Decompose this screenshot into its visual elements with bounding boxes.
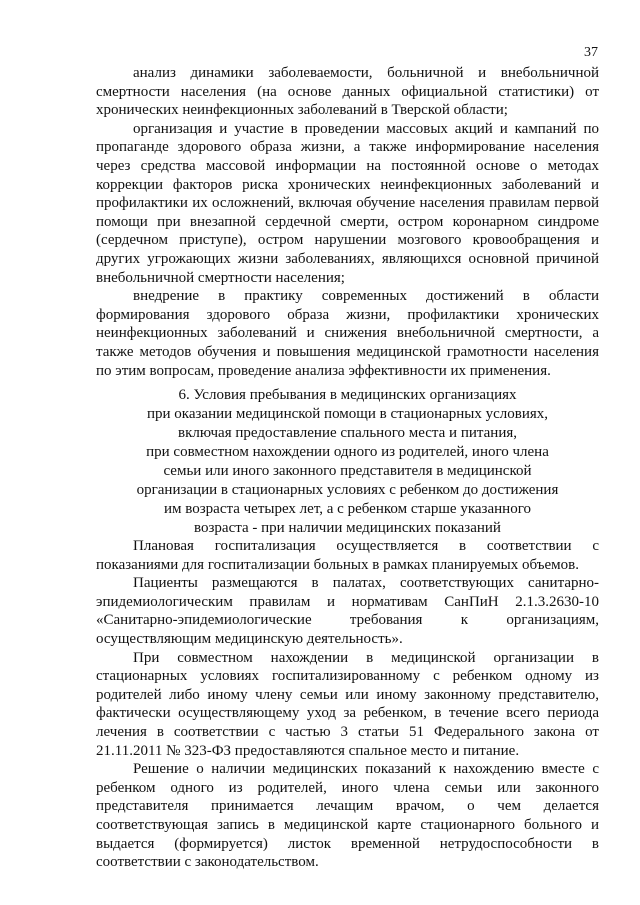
heading-line: 6. Условия пребывания в медицинских организациях: [178, 387, 517, 403]
paragraph: внедрение в практику современных достижений в области формирования здорового образа жизни, профилактики хронических неинфекционных заболеваний и снижения внебольничной смертности, а также методов обучения и повышения медицинской грамотности населения по этим вопросам, проведение анализа эффективности их применения.: [96, 288, 599, 379]
paragraph: При совместном нахождении в медицинской организации в стационарных условиях госпитализированному с ребенком одному из родителей либо иному члену семьи или иному законному представителю, фактически осуществляющему уход за ребенком, в течение всего периода лечения в соответствии с частью 3 статьи 51 Федерального закона от 21.11.2011 № 323-ФЗ предоставляются спальное место и питание.: [96, 649, 599, 759]
bottom-paragraphs: [96, 537, 599, 872]
heading-line: семьи или иного законного представителя в медицинской: [163, 463, 532, 479]
heading-line: включая предоставление спального места и питания,: [178, 425, 517, 441]
paragraph: Плановая госпитализация осуществляется в соответствии с показаниями для госпитализации больных в рамках планируемых объемов.: [96, 538, 599, 573]
page-number: 37: [584, 45, 598, 60]
heading-line: организации в стационарных условиях с ребенком до достижения: [136, 482, 559, 498]
top-paragraphs: [96, 64, 599, 380]
heading-line: при совместном нахождении одного из родителей, иного члена: [146, 444, 549, 460]
heading-line: возраста - при наличии медицинских показаний: [194, 520, 501, 536]
section-heading: [96, 386, 599, 538]
paragraph: Пациенты размещаются в палатах, соответствующих санитарно-эпидемиологическим правилам и нормативам СанПиН 2.1.3.2630-10 «Санитарно-эпидемиологические требования к организациям, осуществляющим медицинскую деятельность».: [96, 575, 599, 647]
heading-line: им возраста четырех лет, а с ребенком старше указанного: [164, 501, 531, 517]
paragraph: Решение о наличии медицинских показаний к нахождению вместе с ребенком одного из родителей, иного члена семьи или законного представителя принимается лечащим врачом, о чем делается соответствующая запись в медицинской карте стационарного больного и выдается (формируется) листок временной нетрудоспособности в соответствии с законодательством.: [96, 761, 599, 871]
paragraph: анализ динамики заболеваемости, больничной и внебольничной смертности населения (на основе данных официальной статистики) от хронических неинфекционных заболеваний в Тверской области;: [96, 65, 599, 119]
heading-line: при оказании медицинской помощи в стационарных условиях,: [146, 406, 549, 422]
paragraph: организация и участие в проведении массовых акций и кампаний по пропаганде здорового образа жизни, а также информирование населения через средства массовой информации на постоянной основе о методах коррекции факторов риска хронических неинфекционных заболеваний и профилактики их осложнений, включая обучение населения правилам первой помощи при внезапной сердечной смерти, остром коронарном синдроме (сердечном приступе), остром нарушении мозгового кровообращения и других угрожающих жизни заболеваниях, являющихся основной причиной внебольничной смертности населения;: [96, 120, 599, 286]
